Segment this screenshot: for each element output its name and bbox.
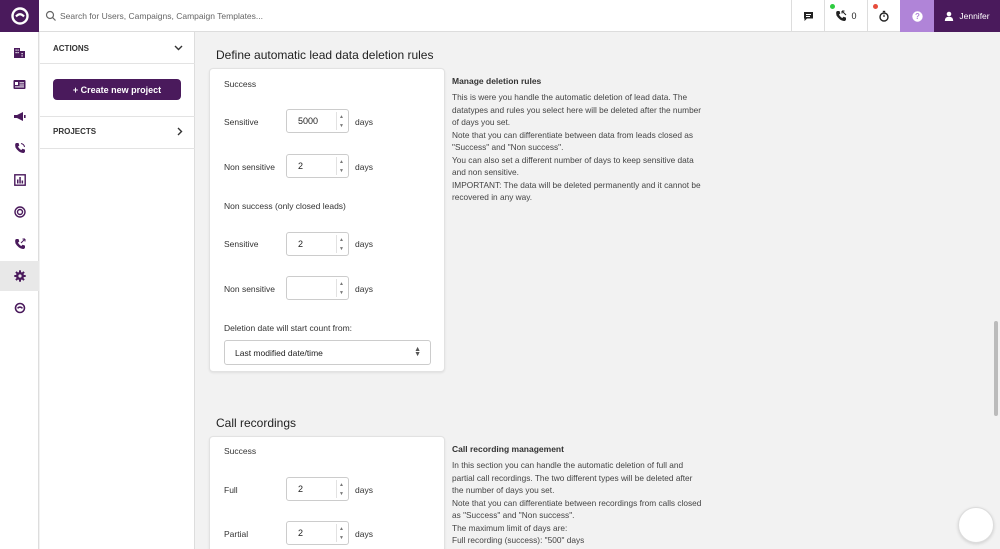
nav-calls[interactable]: [0, 133, 39, 163]
gear-icon: [14, 270, 26, 282]
user-name: Jennifer: [959, 11, 990, 21]
phone-icon: [835, 10, 847, 22]
divider: [40, 63, 195, 64]
phone-outgoing-icon: [14, 238, 26, 250]
sensitive-label: Sensitive: [224, 239, 259, 249]
non-success-sensitive-days-input[interactable]: 2 ▲ ▼: [286, 232, 349, 256]
partial-label: Partial: [224, 529, 249, 539]
nav-campaigns[interactable]: [0, 101, 39, 131]
full-recording-days-input[interactable]: 2 ▲ ▼: [286, 477, 349, 501]
calls-count: 0: [851, 11, 857, 21]
partial-recording-days-input[interactable]: 2 ▲ ▼: [286, 521, 349, 545]
call-recordings-title: Call recordings: [216, 416, 297, 430]
call-recordings-card: [209, 436, 445, 549]
nav-companies[interactable]: [0, 37, 39, 67]
days-unit: days: [355, 529, 373, 539]
main-nav-rail: [0, 32, 39, 549]
number-spinner[interactable]: ▲ ▼: [336, 112, 346, 130]
actions-toggle[interactable]: [53, 41, 183, 55]
stopwatch-icon: [878, 10, 890, 22]
non-sensitive-label: Non sensitive: [224, 162, 276, 172]
full-label: Full: [224, 485, 238, 495]
days-unit: days: [355, 239, 373, 249]
days-unit: days: [355, 117, 373, 127]
lead-deletion-card: [209, 68, 445, 372]
success-sensitive-days-input[interactable]: 5000 ▲ ▼: [286, 109, 349, 133]
megaphone-icon: [13, 111, 26, 122]
days-unit: days: [355, 284, 373, 294]
create-project-button[interactable]: + Create new project: [53, 79, 181, 100]
calls-button[interactable]: [824, 0, 867, 32]
chat-widget-button[interactable]: [958, 507, 994, 543]
non-success-non-sensitive-days-input[interactable]: [286, 276, 349, 300]
sensitive-label: Sensitive: [224, 117, 259, 127]
start-count-select[interactable]: [224, 340, 431, 365]
days-unit: days: [355, 485, 373, 495]
number-spinner[interactable]: ▲ ▼: [336, 524, 346, 542]
nav-brand[interactable]: [0, 293, 39, 323]
chart-icon: [14, 174, 26, 186]
app-logo[interactable]: [0, 0, 39, 32]
page-scrollbar[interactable]: [994, 321, 998, 416]
help-button[interactable]: [900, 0, 934, 32]
number-spinner[interactable]: ▲ ▼: [336, 157, 346, 175]
nav-targets[interactable]: [0, 197, 39, 227]
phone-icon: [14, 142, 26, 154]
nav-settings[interactable]: [0, 261, 39, 291]
actions-label: ACTIONS: [53, 43, 89, 53]
svg-text:?: ?: [914, 11, 920, 21]
non-sensitive-label: Non sensitive: [224, 284, 276, 294]
projects-label: PROJECTS: [53, 126, 97, 136]
success-non-sensitive-days-input[interactable]: 2 ▲ ▼: [286, 154, 349, 178]
nav-contacts[interactable]: [0, 69, 39, 99]
success-heading: Success: [224, 79, 257, 89]
deletion-info-text: This is were you handle the automatic deletion of lead data. The datatypes and rules you select here will be deleted after the number of days you set. Note that you can differentiate between data from leads closed as "Success" and "Non success". You can also set a different number of days to keep sensitive data and non sensitive. IMPORTANT: The data will be deleted permanently and it cannot be recovered in any way.: [452, 92, 702, 202]
select-arrows-icon: ▲ ▼: [414, 346, 421, 358]
search-input[interactable]: [60, 6, 780, 26]
recording-info-text: In this section you can handle the automatic deletion of full and partial call recordings. The two different types will be deleted after the number of days you set. Note that you can differentiate between recordings from calls closed as "Success" and "Non success". The maximum limit of days are: Full recording (success): "500" days: [452, 460, 702, 545]
start-count-selected: Last modified date/time: [235, 348, 323, 358]
deletion-info-heading: Manage deletion rules: [452, 76, 542, 86]
start-count-label: Deletion date will start count from:: [224, 323, 353, 333]
brand-icon: [14, 302, 26, 314]
recording-info-heading: Call recording management: [452, 444, 564, 454]
chevron-down-icon: [174, 45, 183, 51]
building-icon: [13, 46, 26, 59]
nav-reports[interactable]: [0, 165, 39, 195]
id-card-icon: [13, 79, 26, 90]
top-bar: [0, 0, 1000, 32]
divider: [40, 148, 195, 149]
online-status-dot: [830, 4, 835, 9]
number-spinner[interactable]: ▲ ▼: [336, 279, 346, 297]
busy-status-dot: [873, 4, 878, 9]
number-spinner[interactable]: ▲ ▼: [336, 480, 346, 498]
projects-toggle[interactable]: [53, 124, 183, 138]
search-icon: [45, 10, 57, 22]
logo-icon: [10, 6, 30, 26]
timer-button[interactable]: [867, 0, 900, 32]
lead-deletion-title: Define automatic lead data deletion rules: [216, 48, 434, 62]
question-icon: [912, 11, 923, 22]
settings-sidebar: [40, 32, 195, 549]
chat-button[interactable]: [791, 0, 824, 32]
divider: [40, 116, 195, 117]
days-unit: days: [355, 162, 373, 172]
target-icon: [14, 206, 26, 218]
nav-outbound-calls[interactable]: [0, 229, 39, 259]
user-icon: [944, 11, 954, 21]
non-success-heading: Non success (only closed leads): [224, 201, 346, 211]
number-spinner[interactable]: ▲ ▼: [336, 235, 346, 253]
success-heading: Success: [224, 446, 257, 456]
user-menu[interactable]: [934, 0, 1000, 32]
chat-icon: [803, 11, 814, 22]
chevron-right-icon: [177, 127, 183, 136]
